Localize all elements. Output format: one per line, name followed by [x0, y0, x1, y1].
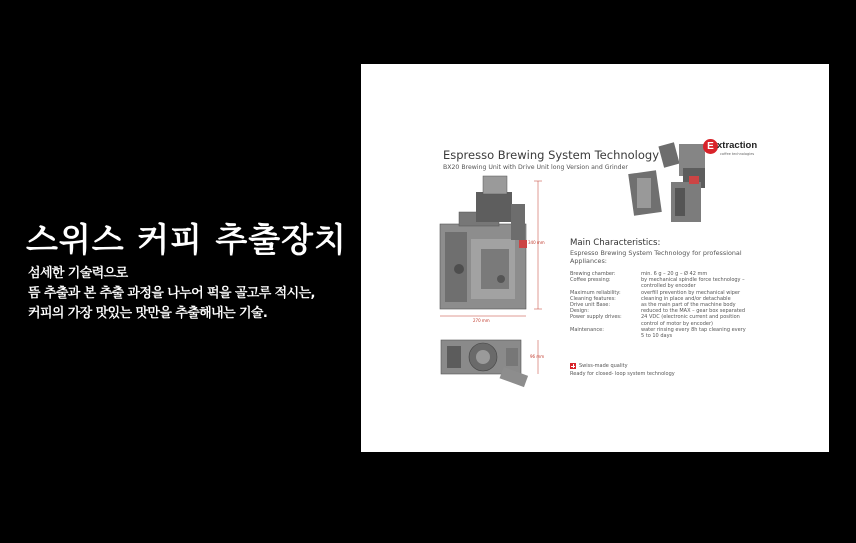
- description: [28, 264, 315, 324]
- width-dimension-label: 270 mm: [473, 318, 490, 323]
- spec-label: Cleaning features:: [570, 295, 616, 302]
- spec-list: [570, 271, 750, 339]
- sheet-subtitle: BX20 Brewing Unit with Drive Unit long Version and Grinder: [443, 164, 628, 171]
- main-characteristics-lead: Espresso Brewing System Technology for professional Appliances:: [570, 249, 742, 265]
- spec-value: cleaning in place and/or detachable: [641, 295, 731, 302]
- spec-label: Design:: [570, 308, 589, 315]
- main-characteristics-heading: Main Characteristics:: [570, 238, 661, 248]
- spec-label: Power supply drives:: [570, 314, 622, 321]
- description-line-3: 커피의 가장 맛있는 맛만을 추출해내는 기술.: [28, 306, 268, 321]
- swiss-quality-text: Swiss-made quality: [579, 363, 628, 369]
- swiss-quality-line: [570, 363, 628, 369]
- spec-value: overfill prevention by mechanical wiper: [641, 289, 741, 296]
- spec-value: as the main part of the machine body: [641, 302, 736, 309]
- spec-value: reduced to the MAX – gear box separated: [641, 308, 746, 315]
- spec-label: Maximum reliability:: [570, 289, 621, 296]
- logo-mark: E: [703, 139, 718, 154]
- spec-label: Coffee pressing:: [570, 277, 611, 284]
- swiss-flag-icon: [570, 363, 576, 369]
- height-dimension-label: 340 mm: [528, 240, 545, 245]
- sheet-title: Espresso Brewing System Technology: [443, 148, 660, 162]
- top-view-drawing: [441, 340, 528, 387]
- spec-label: Maintenance:: [570, 326, 604, 333]
- description-line-2: 뜸 추출과 본 추출 과정을 나누어 퍽을 골고루 적시는,: [28, 286, 315, 301]
- logo-word: xtraction: [717, 140, 758, 151]
- spec-value: by mechanical spindle force technology – controlled by encoder: [641, 277, 745, 290]
- spec-row: [570, 327, 750, 339]
- spec-row: [570, 277, 750, 289]
- depth-dimension-label: 96 mm: [530, 354, 545, 359]
- spec-value: min. 6 g – 20 g – Ø 42 mm: [641, 271, 708, 277]
- extraction-logo: [703, 137, 765, 159]
- logo-tagline: coffee technologies: [720, 152, 755, 156]
- spec-value: water rinsing every 8h tap cleaning every 5 to 10 days: [641, 326, 746, 340]
- spec-label: Drive unit Base:: [570, 302, 611, 309]
- spec-row: [570, 314, 750, 326]
- closed-loop-text: Ready for closed- loop system technology: [570, 371, 675, 377]
- headline: 스위스 커피 추출장치: [26, 220, 347, 259]
- spec-value: 24 VDC (electronic current and position control of motor by encoder): [641, 314, 740, 327]
- spec-label: Brewing chamber:: [570, 271, 616, 277]
- product-sheet: [361, 64, 829, 452]
- front-view-drawing: [440, 176, 527, 309]
- description-line-1: 섬세한 기술력으로: [28, 266, 128, 281]
